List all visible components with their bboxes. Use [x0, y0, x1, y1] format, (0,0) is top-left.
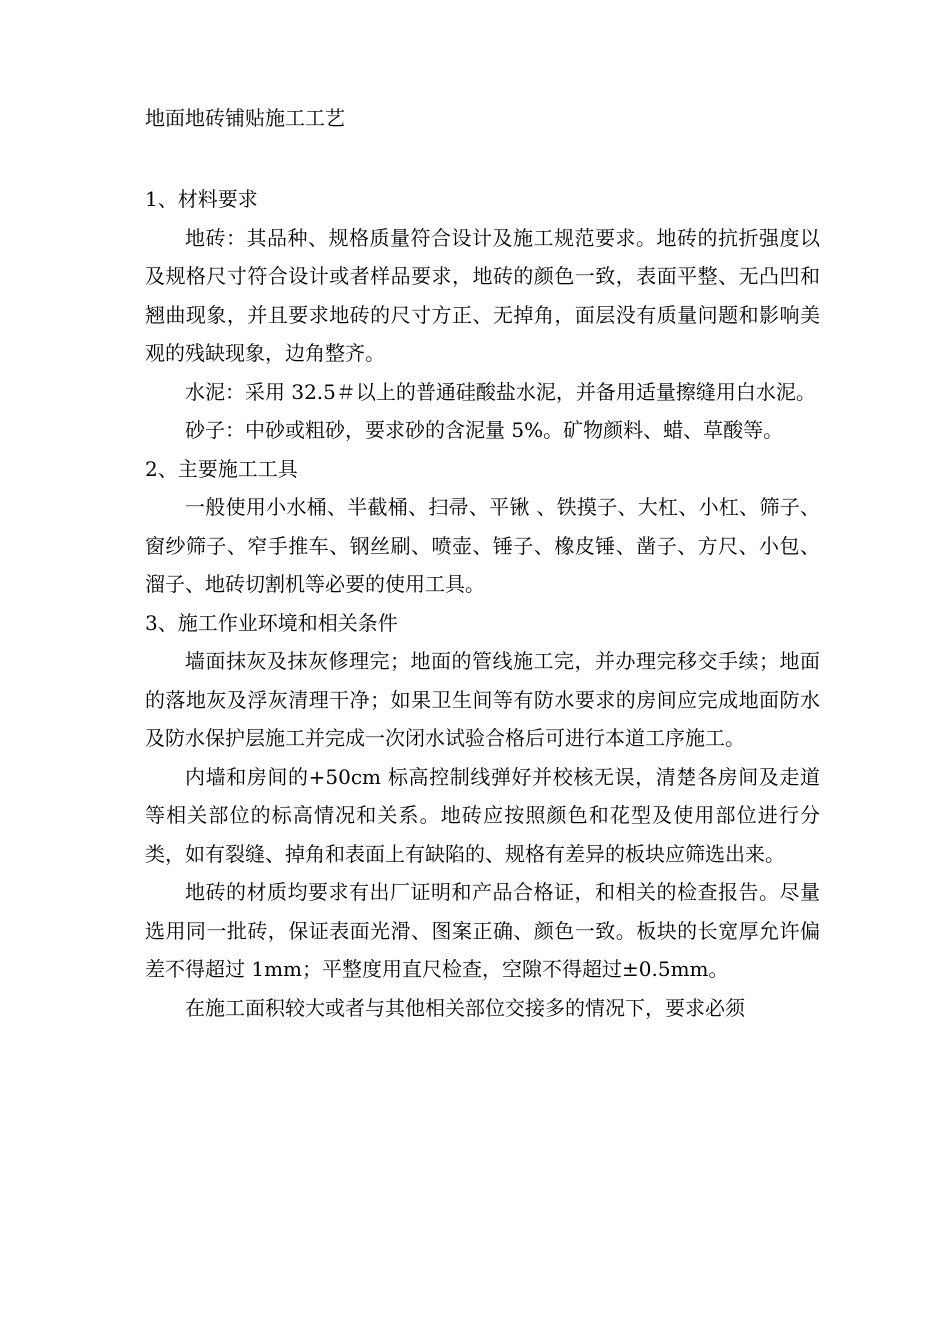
section-main-tools	[145, 450, 820, 604]
paragraph-plastering: 墙面抹灰及抹灰修理完；地面的管线施工完，并办理完移交手续；地面的落地灰及浮灰清理干净；如果卫生间等有防水要求的房间应完成地面防水及防水保护层施工并完成一次闭水试验合格后可进行本道工序施工。	[145, 649, 820, 750]
paragraph-elevation-line: 内墙和房间的+50cm 标高控制线弹好并校核无误，清楚各房间及走道等相关部位的标高情况和关系。地砖应按照颜色和花型及使用部位进行分类，如有裂缝、掉角和表面上有缺陷的、规格有差异的板块应筛选出来。	[145, 764, 820, 866]
document-body	[145, 100, 820, 1027]
section-material-requirements	[145, 180, 820, 450]
paragraph-cement: 水泥：采用 32.5＃以上的普通硅酸盐水泥，并备用适量擦缝用白水泥。	[185, 379, 816, 404]
paragraph-sand: 砂子：中砂或粗砂，要求砂的含泥量 5%。矿物颜料、蜡、草酸等。	[185, 418, 784, 442]
paragraph-tile-quality: 地砖的材质均要求有出厂证明和产品合格证，和相关的检查报告。尽量选用同一批砖，保证表面光滑、图案正确、颜色一致。板块的长宽厚允许偏差不得超过 1mm；平整度用直尺检查，空隙不得超过±0.5mm。	[145, 880, 820, 981]
paragraph-tools: 一般使用小水桶、半截桶、扫帚、平锹 、铁摸子、大杠、小杠、筛子、窗纱筛子、窄手推车、钢丝刷、喷壶、锤子、橡皮锤、凿子、方尺、小包、溜子、地砖切割机等必要的使用工具。	[145, 495, 820, 596]
section-heading: 1、材料要求	[145, 187, 258, 211]
section-work-conditions	[145, 604, 820, 1028]
paragraph-floor-tiles: 地砖：其品种、规格质量符合设计及施工规范要求。地砖的抗折强度以及规格尺寸符合设计或者样品要求，地砖的颜色一致，表面平整、无凸凹和翘曲现象，并且要求地砖的尺寸方正、无掉角，面层没有质量问题和影响美观的残缺现象，边角整齐。	[145, 225, 820, 365]
section-heading: 3、施工作业环境和相关条件	[145, 610, 398, 635]
paragraph-large-area: 在施工面积较大或者与其他相关部位交接多的情况下，要求必须	[185, 995, 745, 1020]
document-title: 地面地砖铺贴施工工艺	[145, 106, 345, 130]
section-heading: 2、主要施工工具	[145, 456, 298, 481]
